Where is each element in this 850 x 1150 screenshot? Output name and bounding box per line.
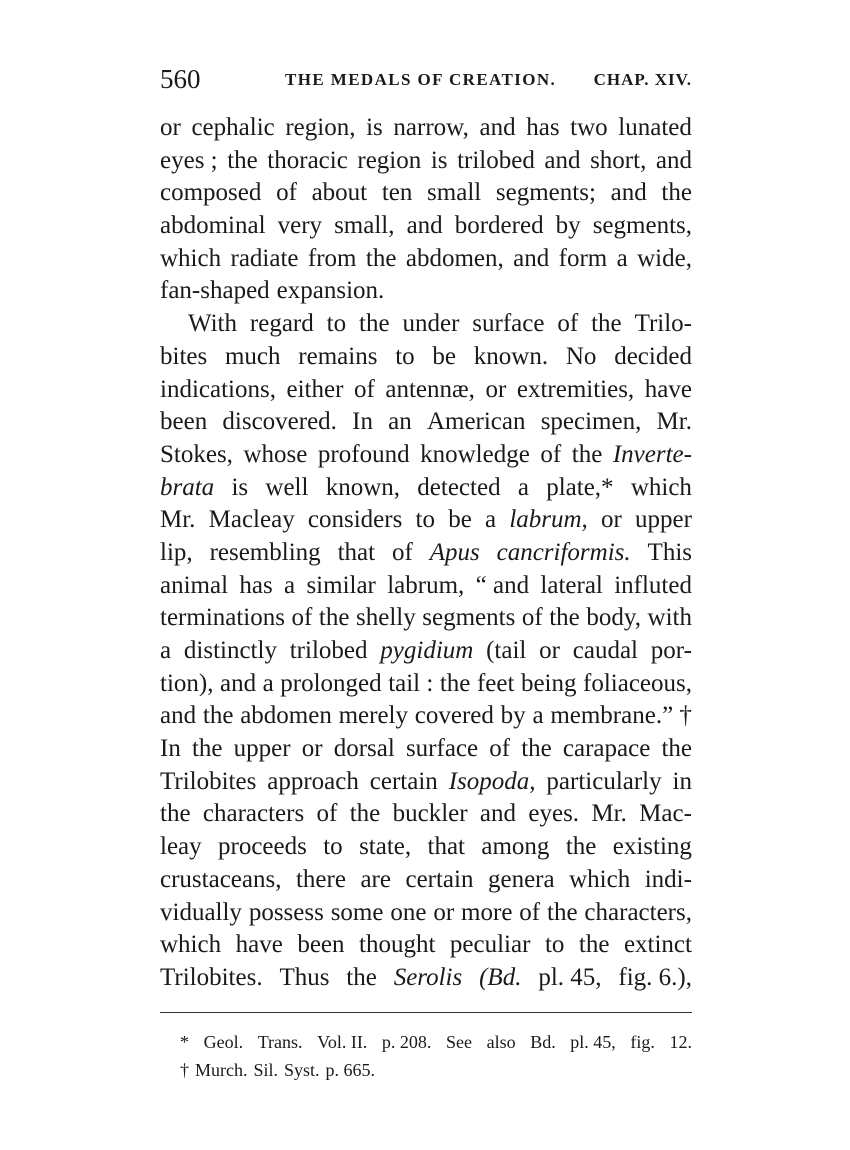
word: which xyxy=(630,473,692,501)
word: by xyxy=(555,212,581,240)
word: has xyxy=(526,114,560,141)
word: the xyxy=(359,310,390,338)
word: pygidium xyxy=(380,637,474,664)
word: one xyxy=(390,898,427,926)
word: either xyxy=(286,375,344,403)
word: labrum, xyxy=(509,506,588,534)
word: discovered. xyxy=(222,408,337,436)
word: characters, xyxy=(584,898,692,926)
word: shelly xyxy=(356,604,416,632)
word: about xyxy=(311,179,368,207)
footnote-word: also xyxy=(486,1032,516,1052)
word: fig. 6.), xyxy=(618,963,692,991)
footnote-marker: † xyxy=(180,1060,189,1080)
word: much xyxy=(224,342,281,370)
word: and xyxy=(479,800,517,828)
word: lunated xyxy=(618,114,692,141)
word: of xyxy=(540,440,562,468)
word: is xyxy=(231,473,249,501)
word: the xyxy=(521,735,552,763)
footnote-word: Bd. xyxy=(530,1032,556,1052)
word: an xyxy=(388,408,412,436)
word: of xyxy=(557,310,579,338)
word: to xyxy=(415,506,435,534)
word: brata xyxy=(160,473,215,501)
word: in xyxy=(672,767,692,795)
word: tion), xyxy=(160,669,214,697)
word: eyes. xyxy=(528,800,580,828)
word: terminations xyxy=(160,604,285,632)
word: In xyxy=(160,735,181,763)
footnote-line xyxy=(180,1028,692,1056)
footnote-rule xyxy=(160,1012,692,1013)
word: wide, xyxy=(637,244,692,272)
word: the xyxy=(565,833,597,861)
word: characters xyxy=(202,800,305,828)
word: Trilo- xyxy=(634,310,692,338)
word: the xyxy=(227,146,258,174)
word: form xyxy=(558,244,608,272)
word: bites xyxy=(160,342,208,370)
word: state, xyxy=(359,833,412,861)
word: composed xyxy=(160,179,262,207)
word: Stokes, xyxy=(160,440,233,468)
word: decided xyxy=(614,342,692,370)
word: from xyxy=(307,244,357,272)
word: “ and xyxy=(475,571,530,599)
text-line xyxy=(160,897,692,930)
word: be xyxy=(432,342,457,370)
word: segments, xyxy=(592,212,692,240)
word: or xyxy=(601,506,622,534)
word: and xyxy=(479,114,516,141)
word: resembling xyxy=(209,538,321,566)
word: of xyxy=(489,735,511,763)
word: well xyxy=(265,473,309,501)
word: abdominal xyxy=(160,212,266,240)
page-number: 560 xyxy=(160,64,201,94)
word: or xyxy=(301,735,323,763)
text-line xyxy=(160,439,692,472)
word: por- xyxy=(650,637,692,664)
word: region xyxy=(357,146,422,174)
word: has xyxy=(239,571,273,599)
word: been xyxy=(160,408,208,436)
word: plate,* xyxy=(546,473,614,501)
text-line xyxy=(160,406,692,439)
word: pl. 45, xyxy=(538,963,602,991)
text-line xyxy=(160,798,692,831)
text-line xyxy=(160,962,692,995)
word: or xyxy=(433,898,455,926)
footnote-word: See xyxy=(446,1032,472,1052)
word: Apus xyxy=(429,538,480,566)
word: that xyxy=(337,538,376,566)
word: abdomen xyxy=(240,702,332,730)
footnotes xyxy=(180,1028,692,1084)
word: thoracic xyxy=(267,146,348,174)
word: or xyxy=(485,375,507,403)
word: possess xyxy=(248,898,324,926)
word: remains xyxy=(298,342,378,370)
word: lateral xyxy=(540,571,603,599)
word: been xyxy=(297,931,345,959)
word: surface xyxy=(472,310,545,338)
word: tail : xyxy=(388,669,434,697)
text-line xyxy=(160,177,692,210)
footnote-word: Trans. xyxy=(257,1032,303,1052)
chapter-label: CHAP. XIV. xyxy=(593,70,692,89)
word: the xyxy=(160,800,191,828)
word: merely xyxy=(338,702,409,730)
word: known. xyxy=(473,342,549,370)
word: the xyxy=(661,735,692,763)
word: Thus xyxy=(279,963,330,991)
footnote-word: pl. 45, xyxy=(570,1032,616,1052)
word: Serolis xyxy=(393,963,463,991)
word: upper xyxy=(635,506,692,534)
word: which xyxy=(160,244,222,272)
word: eyes ; xyxy=(160,146,218,174)
word: of xyxy=(316,800,338,828)
word: is xyxy=(430,146,448,174)
footnote-word: 12. xyxy=(669,1032,692,1052)
footnote-word: Sil. xyxy=(253,1060,279,1080)
word: two xyxy=(570,114,608,141)
word: and xyxy=(513,244,550,272)
word: segments xyxy=(422,604,516,632)
word: by xyxy=(500,702,526,730)
text-line xyxy=(160,112,692,145)
word: labrum, xyxy=(387,571,465,599)
word: buckler xyxy=(392,800,468,828)
word: influted xyxy=(614,571,692,599)
footnote-word: fig. xyxy=(630,1032,655,1052)
word: lip, xyxy=(160,538,193,566)
word: distinctly xyxy=(183,637,277,664)
word: or xyxy=(539,637,560,664)
word: there xyxy=(295,865,346,893)
word: feet xyxy=(476,669,515,697)
word: genera xyxy=(487,865,555,893)
word: expansion. xyxy=(276,277,385,305)
text-line xyxy=(160,504,692,537)
text-line xyxy=(160,864,692,897)
word: small, xyxy=(334,212,395,240)
word: a xyxy=(160,637,172,664)
word: With xyxy=(188,310,237,338)
word: very xyxy=(277,212,323,240)
word: dorsal xyxy=(333,735,395,763)
word: considers xyxy=(307,506,403,534)
word: of xyxy=(291,604,313,632)
word: certain xyxy=(369,767,438,795)
word: the xyxy=(191,735,223,763)
word: covered xyxy=(414,702,494,730)
word: trilobed xyxy=(457,146,535,174)
word: approach xyxy=(267,767,359,795)
word: a xyxy=(485,506,497,534)
word: indications, xyxy=(160,375,276,403)
word: American xyxy=(426,408,526,436)
word: whose xyxy=(243,440,308,468)
word: the xyxy=(571,440,603,468)
footnote-word: Geol. xyxy=(203,1032,244,1052)
footnote-word: Murch. xyxy=(195,1060,248,1080)
word: small xyxy=(427,179,482,207)
word: and xyxy=(220,669,257,697)
text-line xyxy=(160,668,692,701)
word: This xyxy=(647,538,692,566)
word: Mr. xyxy=(160,506,196,534)
word: the xyxy=(202,702,234,730)
word: of xyxy=(353,375,375,403)
word: proceeds xyxy=(218,833,307,861)
word: abdomen, xyxy=(405,244,504,272)
word: under xyxy=(402,310,460,338)
word: is xyxy=(366,114,383,141)
word: cephalic xyxy=(191,114,275,141)
word: Isopoda, xyxy=(448,767,536,795)
word: have xyxy=(644,375,692,403)
word: animal xyxy=(160,571,229,599)
word: indi- xyxy=(644,865,692,893)
text-line xyxy=(160,210,692,243)
word: segments; xyxy=(495,179,596,207)
text-line xyxy=(160,570,692,603)
word: which xyxy=(160,931,222,959)
word: among xyxy=(481,833,550,861)
word: and xyxy=(160,702,197,730)
word: Inverte- xyxy=(612,440,692,468)
text-line xyxy=(160,537,692,570)
word: ten xyxy=(381,179,413,207)
word: the xyxy=(549,604,580,632)
word: regard xyxy=(249,310,314,338)
word: Mr. xyxy=(656,408,692,436)
text-line xyxy=(160,733,692,766)
word: bordered xyxy=(454,212,544,240)
word: prolonged xyxy=(280,669,382,697)
word: to xyxy=(326,310,347,338)
word: and xyxy=(406,212,443,240)
word: body, xyxy=(586,604,641,632)
word: the xyxy=(591,310,622,338)
word: and xyxy=(655,146,692,174)
word: extremities, xyxy=(516,375,635,403)
word: being xyxy=(520,669,577,697)
word: caudal xyxy=(572,637,638,664)
word: of xyxy=(391,538,413,566)
word: foliaceous, xyxy=(583,669,692,697)
text-line xyxy=(160,766,692,799)
word: vidually xyxy=(160,898,242,926)
word: of xyxy=(276,179,297,207)
word: a xyxy=(517,473,529,501)
word: the xyxy=(578,931,610,959)
text-line xyxy=(160,275,692,308)
word: In xyxy=(352,408,373,436)
text-line xyxy=(160,929,692,962)
word: membrane.” † xyxy=(550,702,692,730)
text-line xyxy=(160,635,692,668)
word: radiate xyxy=(230,244,299,272)
word: carapace xyxy=(562,735,651,763)
word: thought xyxy=(359,931,436,959)
word: a xyxy=(616,244,628,272)
word: to xyxy=(395,342,415,370)
word: surface xyxy=(405,735,479,763)
word: antennæ, xyxy=(385,375,475,403)
word: known, xyxy=(325,473,401,501)
footnote-word: p. 665. xyxy=(325,1060,376,1080)
word: some xyxy=(330,898,384,926)
word: extinct xyxy=(623,931,692,959)
word: a xyxy=(532,702,544,730)
word: the xyxy=(349,800,381,828)
footnote-line xyxy=(180,1056,692,1084)
text-line xyxy=(160,243,692,276)
word: of xyxy=(521,604,543,632)
text-line xyxy=(160,602,692,635)
text-line xyxy=(160,831,692,864)
word: the xyxy=(547,898,578,926)
word: certain xyxy=(405,865,474,893)
word: and xyxy=(610,179,647,207)
word: with xyxy=(647,604,692,632)
word: the xyxy=(318,604,350,632)
body-text xyxy=(160,112,692,995)
word: that xyxy=(427,833,466,861)
word: No xyxy=(565,342,597,370)
text-line xyxy=(160,374,692,407)
word: which xyxy=(569,865,631,893)
word: the xyxy=(661,179,692,207)
word: trilobed xyxy=(289,637,368,664)
word: specimen, xyxy=(540,408,642,436)
word: a xyxy=(284,571,296,599)
word: leay xyxy=(160,833,202,861)
word: (Bd. xyxy=(479,963,522,991)
word: be xyxy=(448,506,472,534)
running-title: THE MEDALS OF CREATION. xyxy=(285,70,557,89)
word: peculiar xyxy=(449,931,531,959)
word: or xyxy=(160,114,181,141)
footnote-word: Vol. II. xyxy=(317,1032,368,1052)
word: to xyxy=(323,833,343,861)
word: Trilobites. xyxy=(160,963,263,991)
text-line xyxy=(160,700,692,733)
text-line xyxy=(160,472,692,505)
word: have xyxy=(235,931,283,959)
word: Trilobites xyxy=(160,767,257,795)
word: are xyxy=(360,865,391,893)
text-line xyxy=(160,308,692,341)
word: to xyxy=(544,931,565,959)
word: more xyxy=(461,898,513,926)
word: fan-shaped xyxy=(160,277,270,305)
word: cancriformis. xyxy=(496,538,631,566)
word: the xyxy=(365,244,397,272)
word: upper xyxy=(233,735,291,763)
running-head xyxy=(160,62,692,96)
word: a xyxy=(262,669,274,697)
footnote-word: Syst. xyxy=(284,1060,320,1080)
word: similar xyxy=(306,571,376,599)
word: existing xyxy=(612,833,692,861)
word: region, xyxy=(285,114,356,141)
word: Mac- xyxy=(639,800,692,828)
word: of xyxy=(519,898,541,926)
word: profound xyxy=(317,440,410,468)
word: and xyxy=(544,146,581,174)
word: particularly xyxy=(546,767,662,795)
word: the xyxy=(439,669,471,697)
word: crustaceans, xyxy=(160,865,282,893)
word: narrow, xyxy=(393,114,469,141)
word: detected xyxy=(417,473,501,501)
word: short, xyxy=(590,146,647,174)
word: Macleay xyxy=(208,506,295,534)
footnote-marker: * xyxy=(180,1032,189,1052)
word: the xyxy=(346,963,377,991)
word: Mr. xyxy=(591,800,627,828)
word: (tail xyxy=(486,637,527,664)
text-line xyxy=(160,145,692,178)
footnote-word: p. 208. xyxy=(381,1032,432,1052)
text-line xyxy=(160,341,692,374)
word: knowledge xyxy=(420,440,530,468)
